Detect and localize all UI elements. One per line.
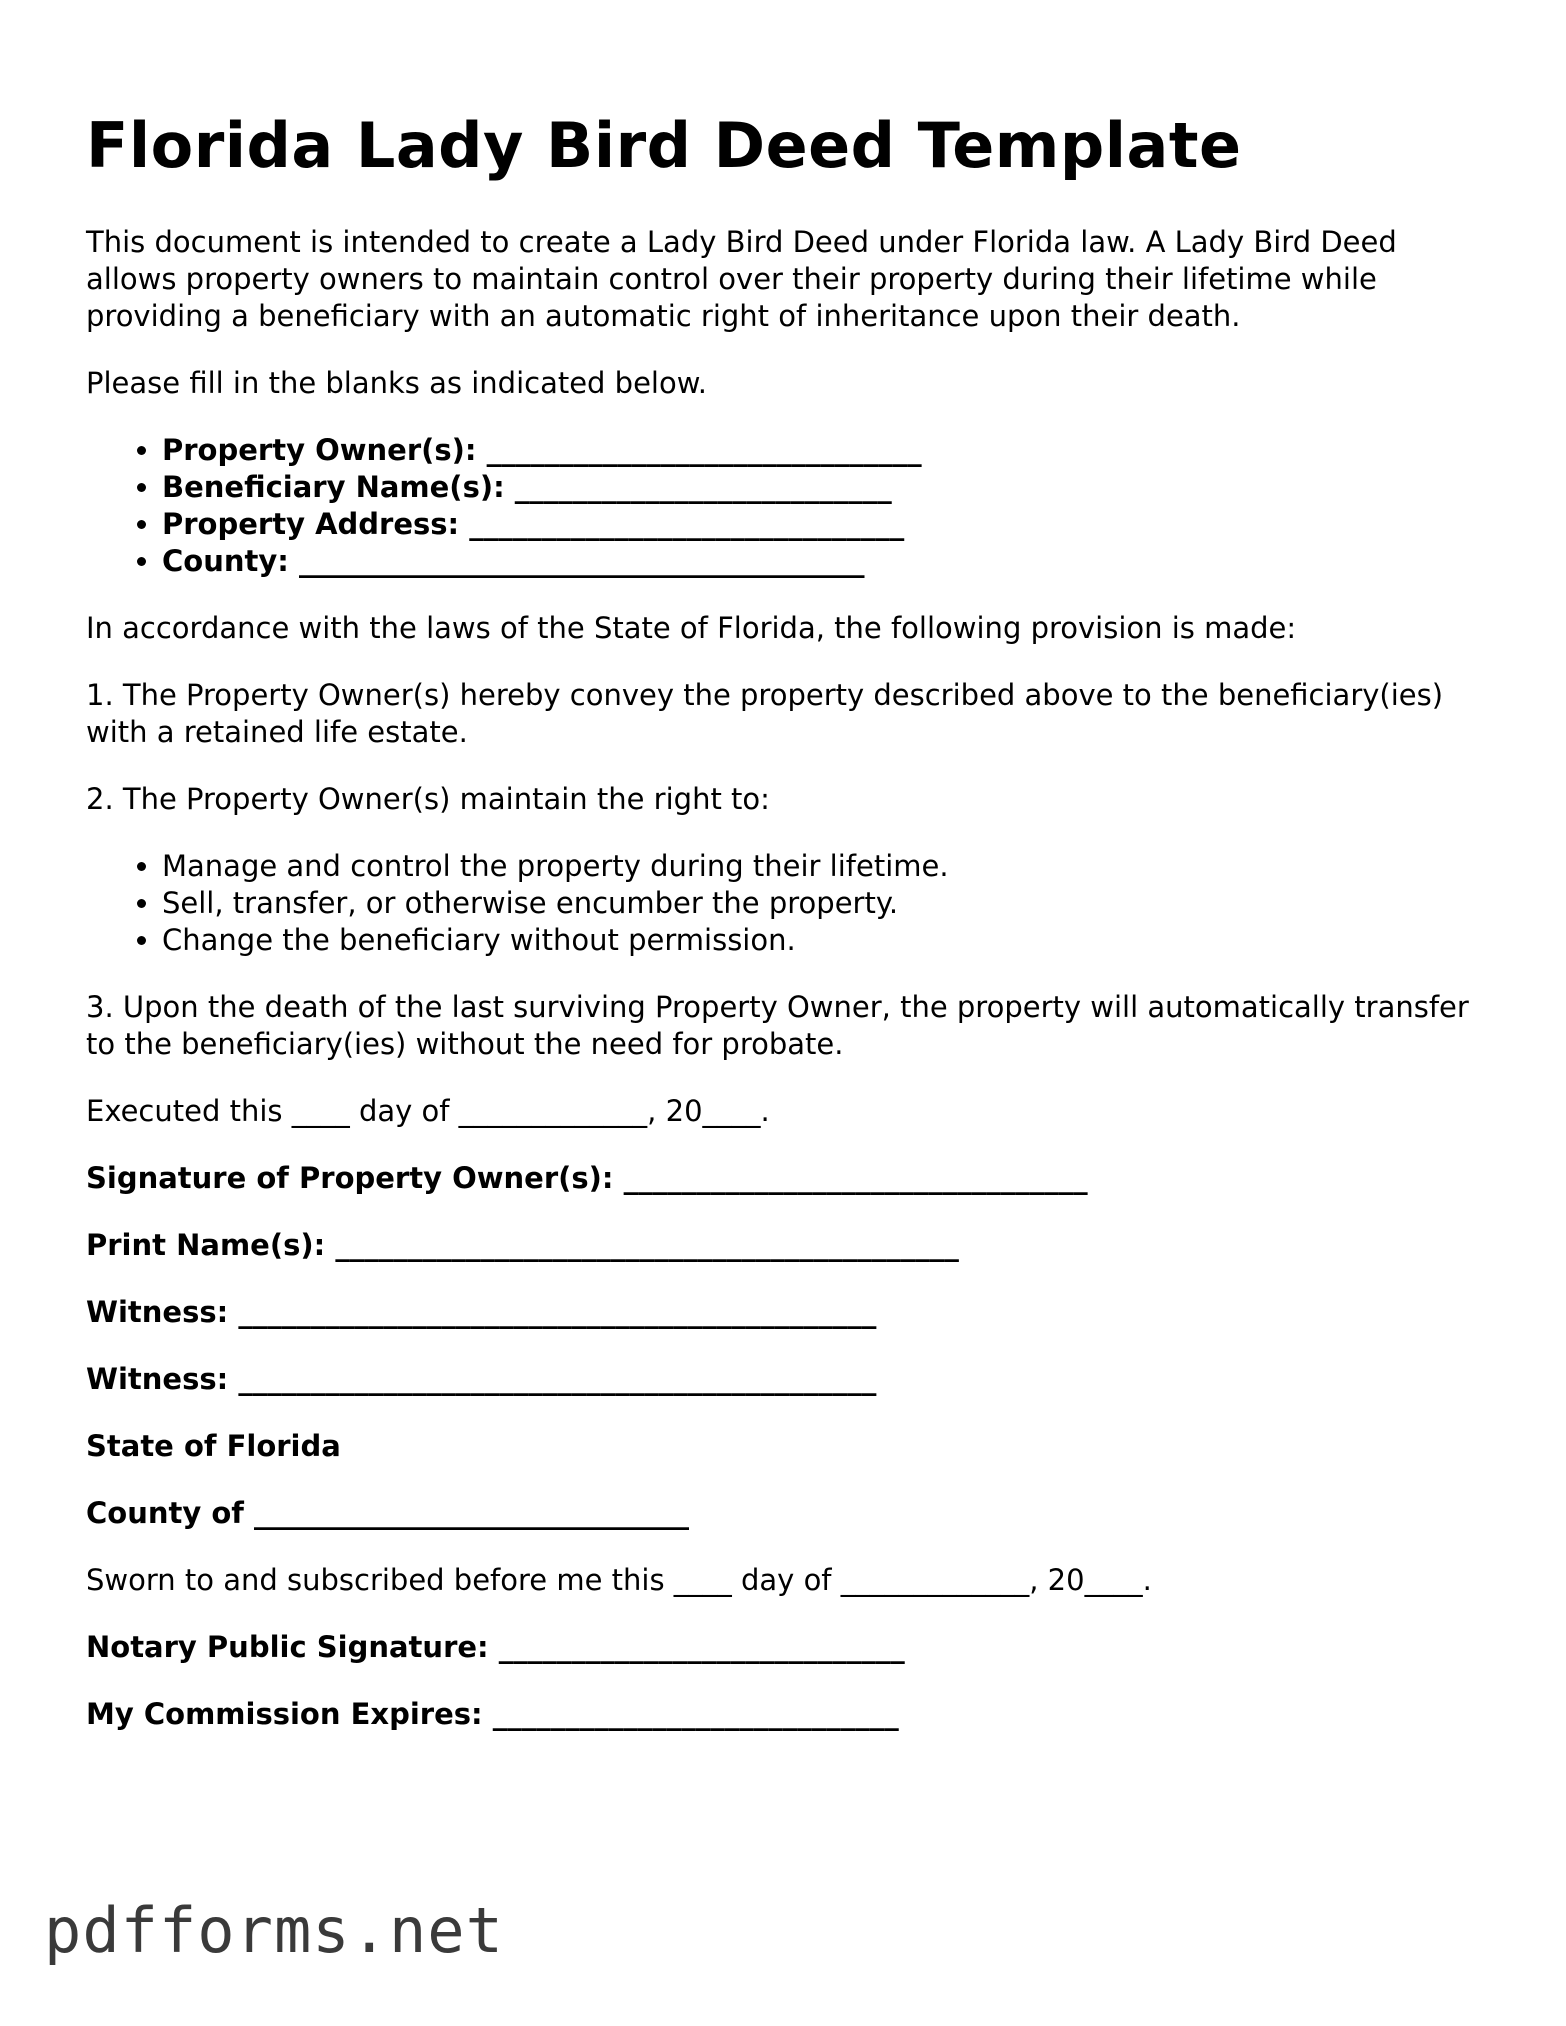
provision-1: 1. The Property Owner(s) hereby convey the property described above to the beneficiary(ies) with a retained life estate. — [86, 678, 1444, 749]
notary-label: Notary Public Signature: — [86, 1630, 489, 1664]
witness-2-line — [86, 1361, 1486, 1398]
beneficiary-names-blank[interactable]: __________________________ — [514, 470, 892, 504]
executed-line[interactable]: Executed this ____ day of _____________, 20____. — [86, 1094, 770, 1128]
signature-line — [86, 1160, 1486, 1197]
list-item: • Change the beneficiary without permission. — [162, 922, 1486, 959]
state-heading: State of Florida — [86, 1429, 341, 1463]
property-address-blank[interactable]: ______________________________ — [469, 507, 905, 541]
property-owners-blank[interactable]: ______________________________ — [486, 433, 922, 467]
notary-blank[interactable]: ____________________________ — [498, 1630, 905, 1664]
field-county — [162, 543, 1486, 580]
signature-label: Signature of Property Owner(s): — [86, 1161, 614, 1195]
provision-2: 2. The Property Owner(s) maintain the right to: — [86, 782, 770, 816]
commission-line — [86, 1696, 1486, 1733]
county-of-label: County of — [86, 1496, 244, 1530]
field-label: Beneficiary Name(s): — [162, 470, 505, 504]
document — [86, 108, 1486, 1763]
commission-blank[interactable]: ____________________________ — [492, 1697, 899, 1731]
field-property-owners — [162, 432, 1486, 469]
provision-3: 3. Upon the death of the last surviving Property Owner, the property will automatically transfer to the beneficiary(ies) without the need for probate. — [86, 990, 1469, 1061]
county-blank[interactable]: _______________________________________ — [298, 544, 865, 578]
witness-label: Witness: — [86, 1362, 229, 1396]
witness-label: Witness: — [86, 1295, 229, 1329]
notary-line — [86, 1629, 1486, 1666]
instructions-text: Please fill in the blanks as indicated below. — [86, 366, 708, 400]
document-title: Florida Lady Bird Deed Template — [86, 109, 1242, 182]
fill-in-fields-list — [86, 432, 1486, 580]
list-item: • Manage and control the property during their lifetime. — [162, 848, 1486, 885]
witness-2-blank[interactable]: ____________________________________________ — [238, 1362, 877, 1396]
intro-paragraph: This document is intended to create a Lady Bird Deed under Florida law. A Lady Bird Deed allows property owners to maintain control over their property during their lifetime while providing a beneficiary with an automatic right of inheritance upon their death. — [86, 225, 1397, 333]
sworn-line[interactable]: Sworn to and subscribed before me this ____ day of _____________, 20____. — [86, 1563, 1152, 1597]
provision-intro: In accordance with the laws of the State of Florida, the following provision is made: — [86, 611, 1297, 645]
field-beneficiary-names — [162, 469, 1486, 506]
signature-blank[interactable]: ________________________________ — [623, 1161, 1088, 1195]
witness-1-blank[interactable]: ____________________________________________ — [238, 1295, 877, 1329]
field-label: Property Owner(s): — [162, 433, 477, 467]
print-name-label: Print Name(s): — [86, 1228, 326, 1262]
county-of-blank[interactable]: ______________________________ — [254, 1496, 690, 1530]
witness-1-line — [86, 1294, 1486, 1331]
print-name-blank[interactable]: ___________________________________________ — [335, 1228, 959, 1262]
county-of-line — [86, 1495, 1486, 1532]
commission-label: My Commission Expires: — [86, 1697, 483, 1731]
print-name-line — [86, 1227, 1486, 1264]
field-label: County: — [162, 544, 289, 578]
field-label: Property Address: — [162, 507, 460, 541]
list-item: • Sell, transfer, or otherwise encumber the property. — [162, 885, 1486, 922]
watermark: pdfforms.net — [44, 1894, 504, 1967]
rights-list — [86, 848, 1486, 959]
field-property-address — [162, 506, 1486, 543]
